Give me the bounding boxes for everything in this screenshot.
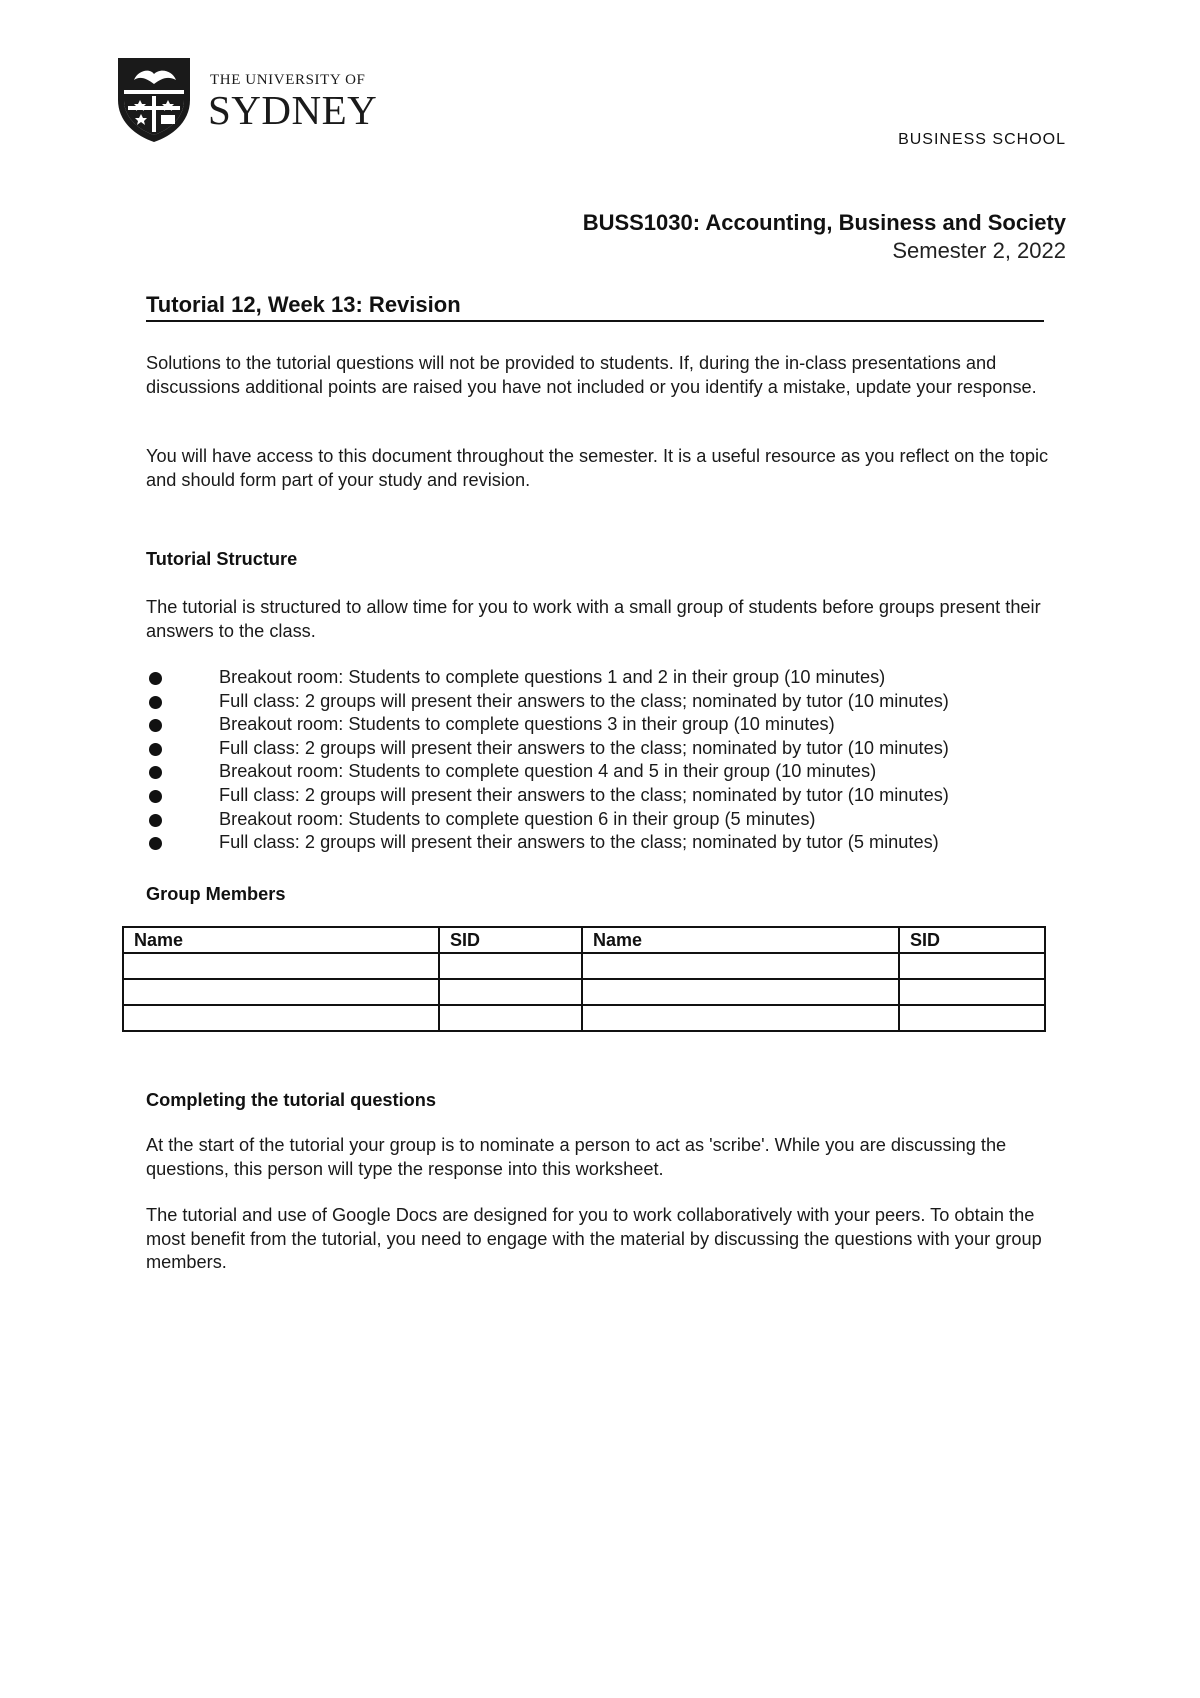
university-logo: [114, 56, 378, 146]
column-header-sid: SID: [899, 927, 1045, 953]
completing-paragraph-1: At the start of the tutorial your group is to nominate a person to act as 'scribe'. While you are discussing the questions, this person will type the response into this worksheet.: [146, 1135, 1007, 1179]
list-item-text: Full class: 2 groups will present their answers to the class; nominated by tutor (10 minutes): [219, 737, 949, 758]
bullet-icon: [149, 790, 162, 803]
intro-paragraph-2: You will have access to this document throughout the semester. It is a useful resource as you reflect on the topic and should form part of your study and revision.: [146, 446, 1049, 490]
name-cell[interactable]: [123, 1005, 439, 1031]
name-cell[interactable]: [123, 953, 439, 979]
bullet-icon: [149, 719, 162, 732]
bullet-icon: [149, 766, 162, 779]
bullet-icon: [149, 696, 162, 709]
list-item-text: Full class: 2 groups will present their answers to the class; nominated by tutor (10 minutes): [219, 784, 949, 805]
table-row: [123, 953, 1045, 979]
list-item-text: Breakout room: Students to complete questions 3 in their group (10 minutes): [219, 714, 835, 735]
list-item: [146, 831, 1066, 855]
list-item-text: Breakout room: Students to complete question 4 and 5 in their group (10 minutes): [219, 761, 877, 782]
list-item-text: Full class: 2 groups will present their answers to the class; nominated by tutor (10 minutes): [219, 690, 949, 711]
intro-paragraph-1: Solutions to the tutorial questions will not be provided to students. If, during the in-class presentations and discussions additional points are raised you have not included or you identify a mistake, update your response.: [146, 353, 1037, 397]
sid-cell[interactable]: [439, 1005, 582, 1031]
bullet-icon: [149, 814, 162, 827]
name-cell[interactable]: [123, 979, 439, 1005]
list-item: [146, 760, 1066, 784]
course-title: BUSS1030: Accounting, Business and Society: [582, 210, 1066, 235]
logo-text-line2: SYDNEY: [208, 87, 378, 133]
list-item-text: Full class: 2 groups will present their answers to the class; nominated by tutor (5 minutes): [219, 832, 939, 853]
sid-cell[interactable]: [439, 979, 582, 1005]
list-item: [146, 666, 1066, 690]
name-cell[interactable]: [582, 953, 899, 979]
sid-cell[interactable]: [439, 953, 582, 979]
group-members-table: [122, 926, 1046, 1032]
bullet-icon: [149, 743, 162, 756]
sid-cell[interactable]: [899, 953, 1045, 979]
list-item: [146, 737, 1066, 761]
list-item-text: Breakout room: Students to complete question 6 in their group (5 minutes): [219, 808, 816, 829]
bullet-icon: [149, 672, 162, 685]
tutorial-structure-heading: Tutorial Structure: [146, 549, 298, 569]
list-item: [146, 713, 1066, 737]
completing-questions-heading: Completing the tutorial questions: [146, 1090, 436, 1110]
logo-text-line1: THE UNIVERSITY OF: [210, 72, 366, 88]
list-item-text: Breakout room: Students to complete questions 1 and 2 in their group (10 minutes): [219, 667, 886, 687]
completing-paragraph-2: The tutorial and use of Google Docs are designed for you to work collaboratively with your peers. To obtain the most benefit from the tutorial, you need to engage with the material by discussing the questions with your group members.: [146, 1205, 1042, 1272]
sid-cell[interactable]: [899, 979, 1045, 1005]
tutorial-structure-intro: The tutorial is structured to allow time for you to work with a small group of students before groups present their answers to the class.: [146, 597, 1041, 641]
tutorial-title: Tutorial 12, Week 13: Revision: [146, 292, 1044, 322]
table-header-row: [123, 927, 1045, 953]
list-item: [146, 690, 1066, 714]
sid-cell[interactable]: [899, 1005, 1045, 1031]
list-item: [146, 784, 1066, 808]
university-crest-icon: [114, 56, 194, 144]
list-item: [146, 808, 1066, 832]
table-row: [123, 1005, 1045, 1031]
semester-label: Semester 2, 2022: [892, 238, 1066, 263]
column-header-sid: SID: [439, 927, 582, 953]
column-header-name: Name: [582, 927, 899, 953]
bullet-icon: [149, 837, 162, 850]
name-cell[interactable]: [582, 979, 899, 1005]
table-row: [123, 979, 1045, 1005]
school-name: BUSINESS SCHOOL: [898, 131, 1066, 148]
group-members-heading: Group Members: [146, 884, 286, 904]
column-header-name: Name: [123, 927, 439, 953]
name-cell[interactable]: [582, 1005, 899, 1031]
schedule-list: [146, 666, 1066, 855]
